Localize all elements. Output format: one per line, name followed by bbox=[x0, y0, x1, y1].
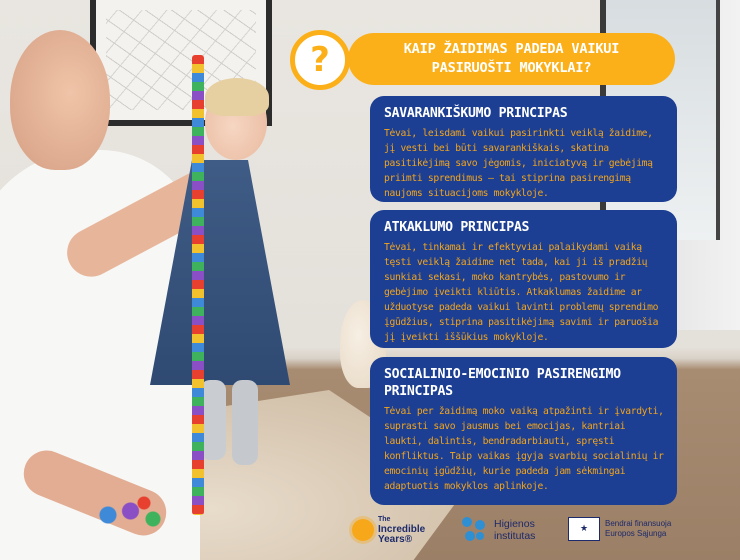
page-title bbox=[404, 40, 620, 78]
question-mark-icon bbox=[290, 30, 350, 90]
eu-flag-icon: ★ bbox=[568, 517, 600, 541]
principle-card-social-emotional bbox=[370, 357, 677, 505]
title-banner bbox=[348, 33, 675, 85]
toy-blocks bbox=[90, 495, 180, 535]
father-head bbox=[10, 30, 110, 170]
logo-text: The bbox=[378, 516, 391, 523]
footer-logos bbox=[330, 507, 740, 560]
eu-cofunded-logo bbox=[568, 517, 671, 541]
logo-text: Bendrai finansuoja bbox=[605, 519, 672, 528]
toy-block-tower bbox=[192, 55, 204, 515]
logo-text: Higienos bbox=[494, 518, 535, 530]
principle-card-independence bbox=[370, 96, 677, 202]
logo-text: Europos Sąjunga bbox=[605, 529, 667, 538]
card-heading: SOCIALINIO-EMOCINIO PASIRENGIMO PRINCIPAS bbox=[384, 367, 621, 399]
logo-text: Years® bbox=[378, 534, 413, 545]
incredible-years-logo bbox=[352, 515, 425, 545]
child-leg bbox=[232, 380, 258, 465]
card-body: Tėvai per žaidimą moko vaiką atpažinti ir įvardyti, suprasti savo jausmus bei emocijas, kantriai laukti, dalintis, bendradarbiauti, spręsti konfliktus. Taip vaikas įgyja svarbių socialinių ir emocinių įgūdžių, kurie padeda jam sėkmingai adaptuotis mokyklos aplinkoje. bbox=[384, 406, 664, 492]
card-heading: ATKAKLUMO PRINCIPAS bbox=[384, 220, 530, 235]
child-hair bbox=[205, 78, 269, 116]
card-body: Tėvai, leisdami vaikui pasirinkti veiklą žaidime, jį vesti bei būti savarankiškais, skatina pasitikėjimą savo jėgomis, iniciatyvą ir gebėjimą priimti sprendimus – tai stiprina pasirengimą naujoms situacijoms mokykloje. bbox=[384, 128, 653, 199]
logo-text: Incredible bbox=[378, 524, 426, 535]
card-heading: SAVARANKIŠKUMO PRINCIPAS bbox=[384, 106, 568, 121]
card-body: Tėvai, tinkamai ir efektyviai palaikydami vaiką tęsti veiklą žaidime net tada, kai ji iš pradžių sunkiai sekasi, moko kantrybės, pastovumo ir gebėjimo įveikti kliūtis. Atkaklumas žaidime ar užduotyse padeda vaikui lavinti problemų sprendimo įgūdžius, stiprina pasitikėjimą savimi ir paruošia jį įveikti iššūkius mokykloje. bbox=[384, 242, 659, 343]
question-mark-glyph: ? bbox=[310, 40, 330, 80]
principle-card-persistence bbox=[370, 210, 677, 348]
dots-icon bbox=[462, 517, 488, 543]
logo-text: institutas bbox=[494, 530, 536, 542]
title-line-2: PASIRUOŠTI MOKYKLAI? bbox=[431, 60, 592, 76]
higienos-institutas-logo bbox=[462, 517, 535, 543]
title-line-1: KAIP ŽAIDIMAS PADEDA VAIKUI bbox=[403, 41, 620, 57]
sun-icon bbox=[352, 519, 374, 541]
